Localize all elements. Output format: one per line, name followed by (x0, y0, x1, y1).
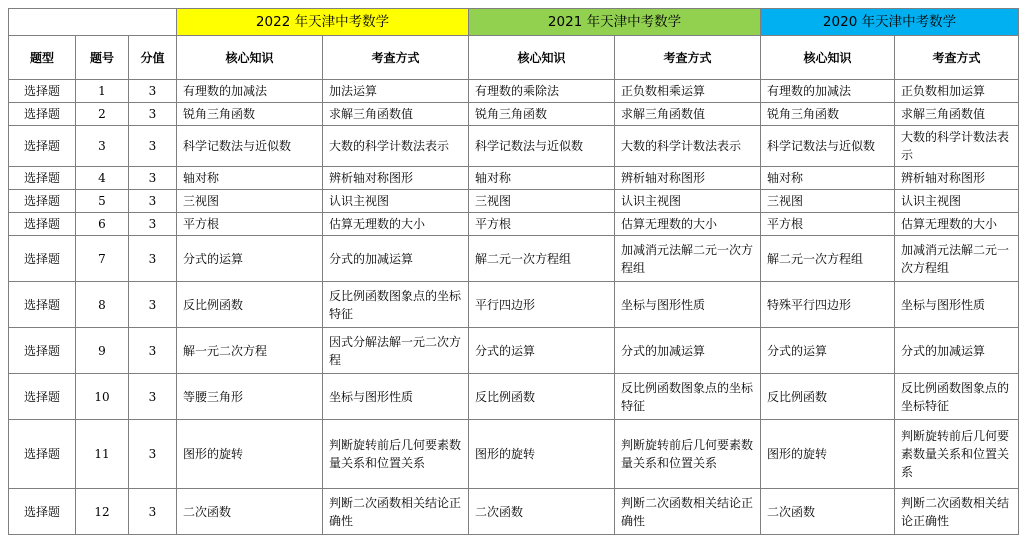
empty-corner-cell (9, 9, 177, 36)
cell-method-2020: 判断旋转前后几何要素数量关系和位置关系 (895, 420, 1019, 489)
cell-knowledge-2020: 二次函数 (761, 489, 895, 535)
cell-type: 选择题 (9, 489, 76, 535)
cell-knowledge-2022: 解一元二次方程 (177, 328, 323, 374)
cell-knowledge-2022: 科学记数法与近似数 (177, 126, 323, 167)
cell-number: 2 (76, 103, 129, 126)
cell-method-2021: 辨析轴对称图形 (615, 167, 761, 190)
cell-method-2022: 求解三角函数值 (323, 103, 469, 126)
cell-number: 6 (76, 213, 129, 236)
cell-type: 选择题 (9, 420, 76, 489)
cell-number: 1 (76, 80, 129, 103)
cell-type: 选择题 (9, 80, 76, 103)
cell-method-2020: 分式的加减运算 (895, 328, 1019, 374)
cell-number: 11 (76, 420, 129, 489)
cell-score: 3 (129, 103, 177, 126)
col-header-knowledge-2021: 核心知识 (469, 36, 615, 80)
cell-knowledge-2021: 分式的运算 (469, 328, 615, 374)
cell-method-2021: 大数的科学计数法表示 (615, 126, 761, 167)
cell-type: 选择题 (9, 167, 76, 190)
cell-score: 3 (129, 190, 177, 213)
cell-method-2021: 判断旋转前后几何要素数量关系和位置关系 (615, 420, 761, 489)
cell-knowledge-2021: 锐角三角函数 (469, 103, 615, 126)
cell-method-2020: 辨析轴对称图形 (895, 167, 1019, 190)
cell-method-2021: 估算无理数的大小 (615, 213, 761, 236)
cell-knowledge-2022: 锐角三角函数 (177, 103, 323, 126)
cell-method-2020: 坐标与图形性质 (895, 282, 1019, 328)
cell-method-2022: 分式的加减运算 (323, 236, 469, 282)
cell-number: 3 (76, 126, 129, 167)
cell-method-2021: 正负数相乘运算 (615, 80, 761, 103)
cell-method-2022: 辨析轴对称图形 (323, 167, 469, 190)
cell-method-2021: 反比例函数图象点的坐标特征 (615, 374, 761, 420)
cell-knowledge-2020: 轴对称 (761, 167, 895, 190)
cell-knowledge-2020: 分式的运算 (761, 328, 895, 374)
table-row (9, 103, 1019, 126)
table-row (9, 126, 1019, 167)
cell-score: 3 (129, 167, 177, 190)
cell-method-2020: 求解三角函数值 (895, 103, 1019, 126)
cell-knowledge-2020: 平方根 (761, 213, 895, 236)
cell-knowledge-2022: 三视图 (177, 190, 323, 213)
cell-number: 12 (76, 489, 129, 535)
cell-knowledge-2020: 有理数的加减法 (761, 80, 895, 103)
cell-type: 选择题 (9, 126, 76, 167)
col-header-type: 题型 (9, 36, 76, 80)
cell-score: 3 (129, 420, 177, 489)
cell-method-2021: 认识主视图 (615, 190, 761, 213)
table-row (9, 328, 1019, 374)
cell-score: 3 (129, 236, 177, 282)
cell-knowledge-2021: 三视图 (469, 190, 615, 213)
cell-method-2020: 认识主视图 (895, 190, 1019, 213)
table-row (9, 167, 1019, 190)
col-header-method-2021: 考查方式 (615, 36, 761, 80)
year-header-2022: 2022 年天津中考数学 (177, 9, 469, 36)
cell-method-2020: 大数的科学计数法表示 (895, 126, 1019, 167)
year-header-2020: 2020 年天津中考数学 (761, 9, 1019, 36)
cell-method-2020: 正负数相加运算 (895, 80, 1019, 103)
cell-type: 选择题 (9, 103, 76, 126)
cell-score: 3 (129, 80, 177, 103)
cell-knowledge-2021: 图形的旋转 (469, 420, 615, 489)
cell-knowledge-2022: 二次函数 (177, 489, 323, 535)
cell-knowledge-2022: 图形的旋转 (177, 420, 323, 489)
cell-knowledge-2022: 分式的运算 (177, 236, 323, 282)
cell-knowledge-2021: 平行四边形 (469, 282, 615, 328)
cell-knowledge-2020: 三视图 (761, 190, 895, 213)
cell-number: 5 (76, 190, 129, 213)
cell-knowledge-2021: 二次函数 (469, 489, 615, 535)
table-row (9, 420, 1019, 489)
cell-method-2020: 估算无理数的大小 (895, 213, 1019, 236)
table-row (9, 213, 1019, 236)
table-row (9, 80, 1019, 103)
table-row (9, 374, 1019, 420)
cell-method-2021: 分式的加减运算 (615, 328, 761, 374)
col-header-method-2020: 考查方式 (895, 36, 1019, 80)
cell-type: 选择题 (9, 236, 76, 282)
table-row (9, 489, 1019, 535)
cell-method-2022: 因式分解法解一元二次方程 (323, 328, 469, 374)
cell-score: 3 (129, 126, 177, 167)
cell-score: 3 (129, 374, 177, 420)
cell-number: 4 (76, 167, 129, 190)
cell-method-2022: 判断二次函数相关结论正确性 (323, 489, 469, 535)
cell-number: 10 (76, 374, 129, 420)
cell-knowledge-2020: 图形的旋转 (761, 420, 895, 489)
cell-type: 选择题 (9, 190, 76, 213)
cell-type: 选择题 (9, 282, 76, 328)
cell-method-2022: 加法运算 (323, 80, 469, 103)
year-header-2021: 2021 年天津中考数学 (469, 9, 761, 36)
cell-type: 选择题 (9, 328, 76, 374)
cell-score: 3 (129, 213, 177, 236)
cell-method-2021: 加减消元法解二元一次方程组 (615, 236, 761, 282)
cell-knowledge-2020: 科学记数法与近似数 (761, 126, 895, 167)
cell-method-2022: 反比例函数图象点的坐标特征 (323, 282, 469, 328)
cell-method-2020: 反比例函数图象点的坐标特征 (895, 374, 1019, 420)
cell-score: 3 (129, 328, 177, 374)
cell-knowledge-2022: 轴对称 (177, 167, 323, 190)
column-header-row (9, 36, 1019, 80)
cell-method-2022: 估算无理数的大小 (323, 213, 469, 236)
table-row (9, 190, 1019, 213)
cell-method-2022: 认识主视图 (323, 190, 469, 213)
cell-number: 8 (76, 282, 129, 328)
cell-knowledge-2022: 反比例函数 (177, 282, 323, 328)
cell-method-2022: 大数的科学计数法表示 (323, 126, 469, 167)
cell-knowledge-2021: 科学记数法与近似数 (469, 126, 615, 167)
cell-knowledge-2021: 轴对称 (469, 167, 615, 190)
cell-knowledge-2022: 平方根 (177, 213, 323, 236)
table-row (9, 282, 1019, 328)
table-row (9, 236, 1019, 282)
cell-knowledge-2020: 锐角三角函数 (761, 103, 895, 126)
exam-analysis-table (8, 8, 1019, 535)
cell-score: 3 (129, 489, 177, 535)
cell-method-2022: 坐标与图形性质 (323, 374, 469, 420)
cell-knowledge-2021: 平方根 (469, 213, 615, 236)
cell-knowledge-2020: 反比例函数 (761, 374, 895, 420)
col-header-knowledge-2020: 核心知识 (761, 36, 895, 80)
cell-method-2020: 判断二次函数相关结论正确性 (895, 489, 1019, 535)
cell-knowledge-2022: 等腰三角形 (177, 374, 323, 420)
year-header-row (9, 9, 1019, 36)
cell-method-2021: 求解三角函数值 (615, 103, 761, 126)
col-header-score: 分值 (129, 36, 177, 80)
cell-type: 选择题 (9, 374, 76, 420)
cell-knowledge-2021: 反比例函数 (469, 374, 615, 420)
cell-number: 9 (76, 328, 129, 374)
cell-score: 3 (129, 282, 177, 328)
col-header-knowledge-2022: 核心知识 (177, 36, 323, 80)
cell-method-2021: 判断二次函数相关结论正确性 (615, 489, 761, 535)
cell-type: 选择题 (9, 213, 76, 236)
cell-knowledge-2021: 解二元一次方程组 (469, 236, 615, 282)
cell-method-2022: 判断旋转前后几何要素数量关系和位置关系 (323, 420, 469, 489)
cell-knowledge-2020: 解二元一次方程组 (761, 236, 895, 282)
col-header-method-2022: 考查方式 (323, 36, 469, 80)
col-header-number: 题号 (76, 36, 129, 80)
cell-knowledge-2022: 有理数的加减法 (177, 80, 323, 103)
cell-knowledge-2021: 有理数的乘除法 (469, 80, 615, 103)
cell-number: 7 (76, 236, 129, 282)
cell-method-2021: 坐标与图形性质 (615, 282, 761, 328)
cell-method-2020: 加减消元法解二元一次方程组 (895, 236, 1019, 282)
cell-knowledge-2020: 特殊平行四边形 (761, 282, 895, 328)
